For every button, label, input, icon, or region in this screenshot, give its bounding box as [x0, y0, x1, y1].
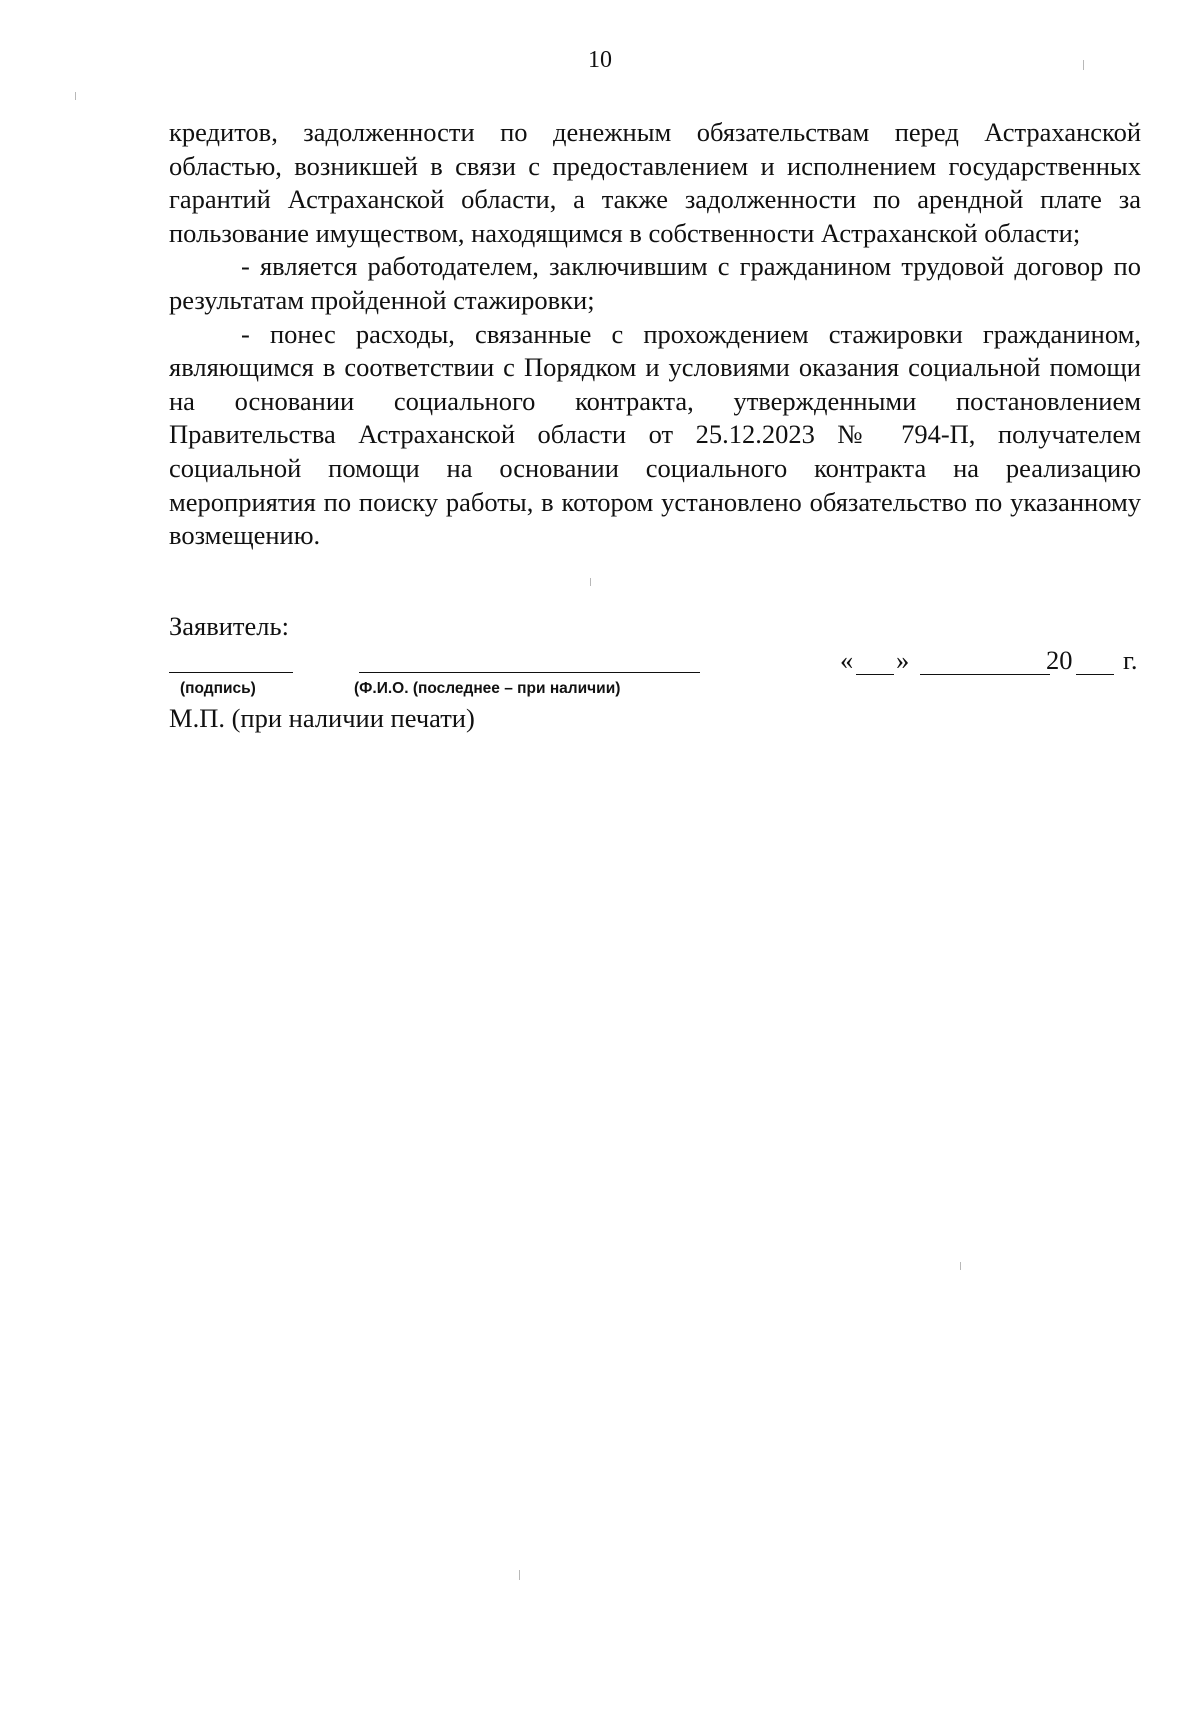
full-name-line — [359, 672, 700, 673]
date-close-quote: » — [896, 645, 910, 675]
date-month-blank — [920, 674, 1050, 675]
date-open-quote: « — [840, 645, 854, 675]
date-day-blank — [856, 674, 894, 675]
date-year-suffix: г. — [1123, 645, 1138, 675]
paragraph-employer-contract: - является работодателем, заключившим с гражданином трудовой договор по результатам пройденной стажировки; — [169, 251, 1141, 315]
stamp-note: М.П. (при наличии печати) — [169, 703, 475, 733]
paragraph-internship-expenses: - понес расходы, связанные с прохождением стажировки гражданином, являющимся в соответствии с Порядком и условиями оказания социальной помощи на основании социального контракта, утвержденными постановлением Правительства Астраханской области от 25.12.2023 № 794-П, получателем социальной помощи на основании социального контракта на реализацию мероприятия по поиску работы, в котором установлено обязательство по указанному возмещению. — [169, 318, 1141, 551]
paragraph-continuation: кредитов, задолженности по денежным обязательствам перед Астраханской областью, возникшей в связи с предоставлением и исполнением государственных гарантий Астраханской области, а также задолженности по арендной плате за пользование имуществом, находящимся в собственности Астраханской области; — [169, 117, 1141, 248]
scan-speck — [519, 1570, 520, 1580]
date-year-blank — [1076, 674, 1114, 675]
date-year-prefix: 20 — [1046, 645, 1073, 675]
signature-caption: (подпись) — [180, 680, 256, 697]
document-body — [169, 116, 1141, 553]
applicant-label: Заявитель: — [169, 611, 289, 641]
signature-line — [169, 672, 293, 673]
scan-speck — [590, 578, 591, 586]
full-name-caption: (Ф.И.О. (последнее – при наличии) — [354, 680, 621, 697]
scan-speck — [1083, 60, 1084, 70]
scan-speck — [75, 92, 76, 100]
scan-speck — [960, 1262, 961, 1270]
date-field — [840, 644, 1140, 680]
page-number: 10 — [588, 47, 612, 73]
